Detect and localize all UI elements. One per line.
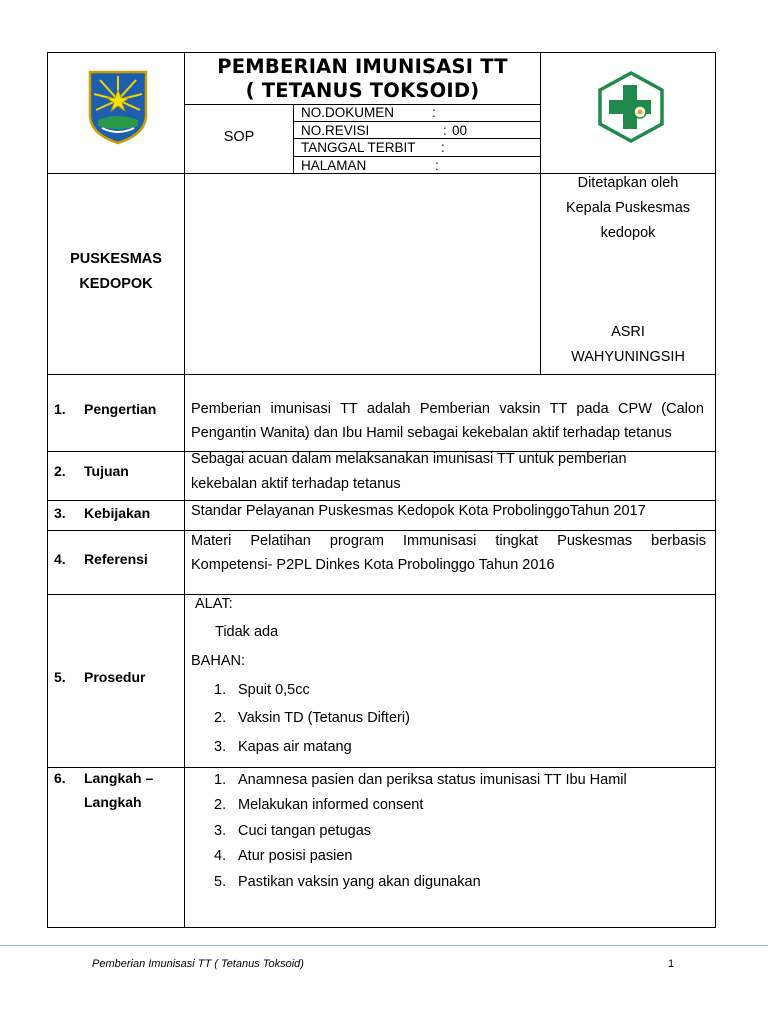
bahan-label: BAHAN: [191,653,245,669]
section-label-referensi: Referensi [84,551,148,567]
section-number: 1. [54,401,66,417]
list-item [214,770,627,790]
approval-line: Ditetapkan oleh [577,175,679,191]
org-name [48,247,184,297]
list-item [214,872,481,892]
section-text-pengertian-2 [191,421,711,445]
meta-row-tanggal-terbit [294,139,541,157]
list-text: Anamnesa pasien dan periksa status imunisasi TT Ibu Hamil [238,772,627,788]
signer-name [541,320,715,370]
section-text-kebijakan: Standar Pelayanan Puskesmas Kedopok Kota ProbolinggoTahun 2017 [191,503,646,519]
section-number: 5. [54,669,66,685]
meta-sep: : [432,105,436,120]
list-text: Cuci tangan petugas [238,823,372,839]
section-text-tujuan [191,447,706,496]
list-number: 3. [214,739,227,755]
label-line: Langkah [84,794,142,810]
meta-sep: : [435,157,439,173]
list-item [214,821,371,841]
meta-value: 00 [452,122,468,138]
section-number: 4. [54,551,66,567]
section-label-langkah [84,766,153,814]
meta-label: NO.DOKUMEN [301,105,395,120]
meta-sep: : [443,122,447,138]
section-number: 3. [54,505,66,521]
meta-label: NO.REVISI [301,122,370,138]
section-label-tujuan: Tujuan [84,463,129,479]
divider [184,375,185,928]
title-line: ( TETANUS TOKSOID) [245,79,480,102]
approval-line: kedopok [600,225,656,241]
meta-sep: : [441,140,445,155]
meta-row-no-revisi [294,122,541,140]
list-item [214,737,352,757]
list-item [214,795,423,815]
list-text: Pastikan vaksin yang akan digunakan [238,874,481,890]
footer-rule [0,945,768,946]
footer-title: Pemberian Imunisasi TT ( Tetanus Toksoid) [92,958,304,970]
list-text: Vaksin TD (Tetanus Difteri) [238,710,410,726]
text-line: kekebalan aktif terhadap tetanus [191,476,401,492]
list-item [214,708,410,728]
text-line: Materi Pelatihan program Immunisasi tingkat Puskesmas berbasis [191,533,706,549]
list-item [214,680,310,700]
text-line: Pemberian imunisasi TT adalah Pemberian vaksin TT pada CPW (Calon [191,401,704,417]
section-label-prosedur: Prosedur [84,669,146,685]
list-text: Atur posisi pasien [238,848,353,864]
text-line: Pengantin Wanita) dan Ibu Hamil sebagai kekebalan aktif terhadap tetanus [191,425,672,441]
list-number: 1. [214,772,227,788]
meta-row-halaman [294,157,541,175]
alat-value: Tidak ada [215,624,279,640]
list-number: 5. [214,874,227,890]
page-title [185,55,540,103]
section-label-kebijakan: Kebijakan [84,505,151,521]
sop-label: SOP [223,129,255,145]
signer-line: WAHYUNINGSIH [571,349,685,365]
puskesmas-cross-icon [598,71,664,143]
row-divider [47,594,716,595]
section-text-referensi [191,529,706,553]
section-label-pengertian: Pengertian [84,401,157,417]
org-name-line: PUSKESMAS [70,251,162,267]
list-number: 1. [214,682,227,698]
list-item [214,846,352,866]
list-number: 3. [214,823,227,839]
list-number: 2. [214,797,227,813]
city-emblem-icon [88,70,148,145]
list-text: Kapas air matang [238,739,352,755]
page-number: 1 [668,958,675,970]
approval-line: Kepala Puskesmas [565,200,691,216]
alat-label: ALAT: [195,596,233,612]
text-line: Kompetensi- P2PL Dinkes Kota Probolinggo Tahun 2016 [191,557,555,573]
title-line: PEMBERIAN IMUNISASI TT [217,55,508,78]
org-name-line: KEDOPOK [79,276,153,292]
section-text-referensi-2 [191,553,706,577]
signer-line: ASRI [611,324,645,340]
approval-block [541,171,715,246]
section-number: 2. [54,463,66,479]
meta-row-no-dokumen [294,104,541,122]
label-line: Langkah – [84,770,154,786]
text-line: Sebagai acuan dalam melaksanakan imunisasi TT untuk pemberian [191,451,627,467]
list-text: Spuit 0,5cc [238,682,310,698]
list-text: Melakukan informed consent [238,797,424,813]
meta-label: HALAMAN [301,157,367,173]
section-number: 6. [54,770,66,786]
section-text-pengertian [191,397,704,421]
meta-label: TANGGAL TERBIT [301,140,416,155]
list-number: 4. [214,848,227,864]
list-number: 2. [214,710,227,726]
